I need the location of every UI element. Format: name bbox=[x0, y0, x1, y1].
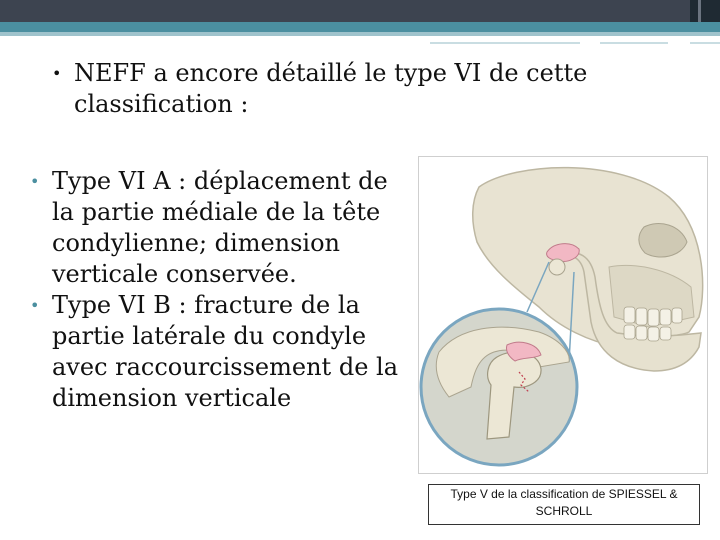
header-accent-bar bbox=[698, 0, 701, 22]
header-stripe-light bbox=[0, 32, 720, 36]
header-deco-line-1 bbox=[430, 42, 580, 44]
bullet-type-vi-a bbox=[30, 166, 410, 290]
tmj-condyle-skull bbox=[549, 259, 565, 275]
header-deco-line-2 bbox=[600, 42, 668, 44]
type-bullet-list bbox=[30, 166, 410, 414]
bullet-type-vi-a-text: Type VI A : déplacement de la partie médiale de la tête condylienne; dimension verticale conservée. bbox=[52, 167, 388, 288]
bullet-marker: • bbox=[30, 296, 40, 315]
intro-bullet-text: NEFF a encore détaillé le type VI de cette classification : bbox=[74, 59, 588, 118]
header-accent-block bbox=[690, 0, 720, 22]
header-band bbox=[0, 0, 720, 22]
intro-bullet bbox=[52, 58, 612, 120]
bullet-type-vi-b bbox=[30, 290, 410, 414]
figure-caption: Type V de la classification de SPIESSEL & SCHROLL bbox=[428, 484, 700, 525]
skull-illustration bbox=[419, 157, 707, 473]
condyle-fracture-figure bbox=[418, 156, 708, 474]
bullet-marker: • bbox=[30, 172, 40, 191]
bullet-type-vi-b-text: Type VI B : fracture de la partie latérale du condyle avec raccourcissement de la dimension verticale bbox=[52, 291, 399, 412]
header-stripe-teal bbox=[0, 22, 720, 32]
bullet-marker: • bbox=[52, 64, 62, 83]
header-deco-line-3 bbox=[690, 42, 720, 44]
